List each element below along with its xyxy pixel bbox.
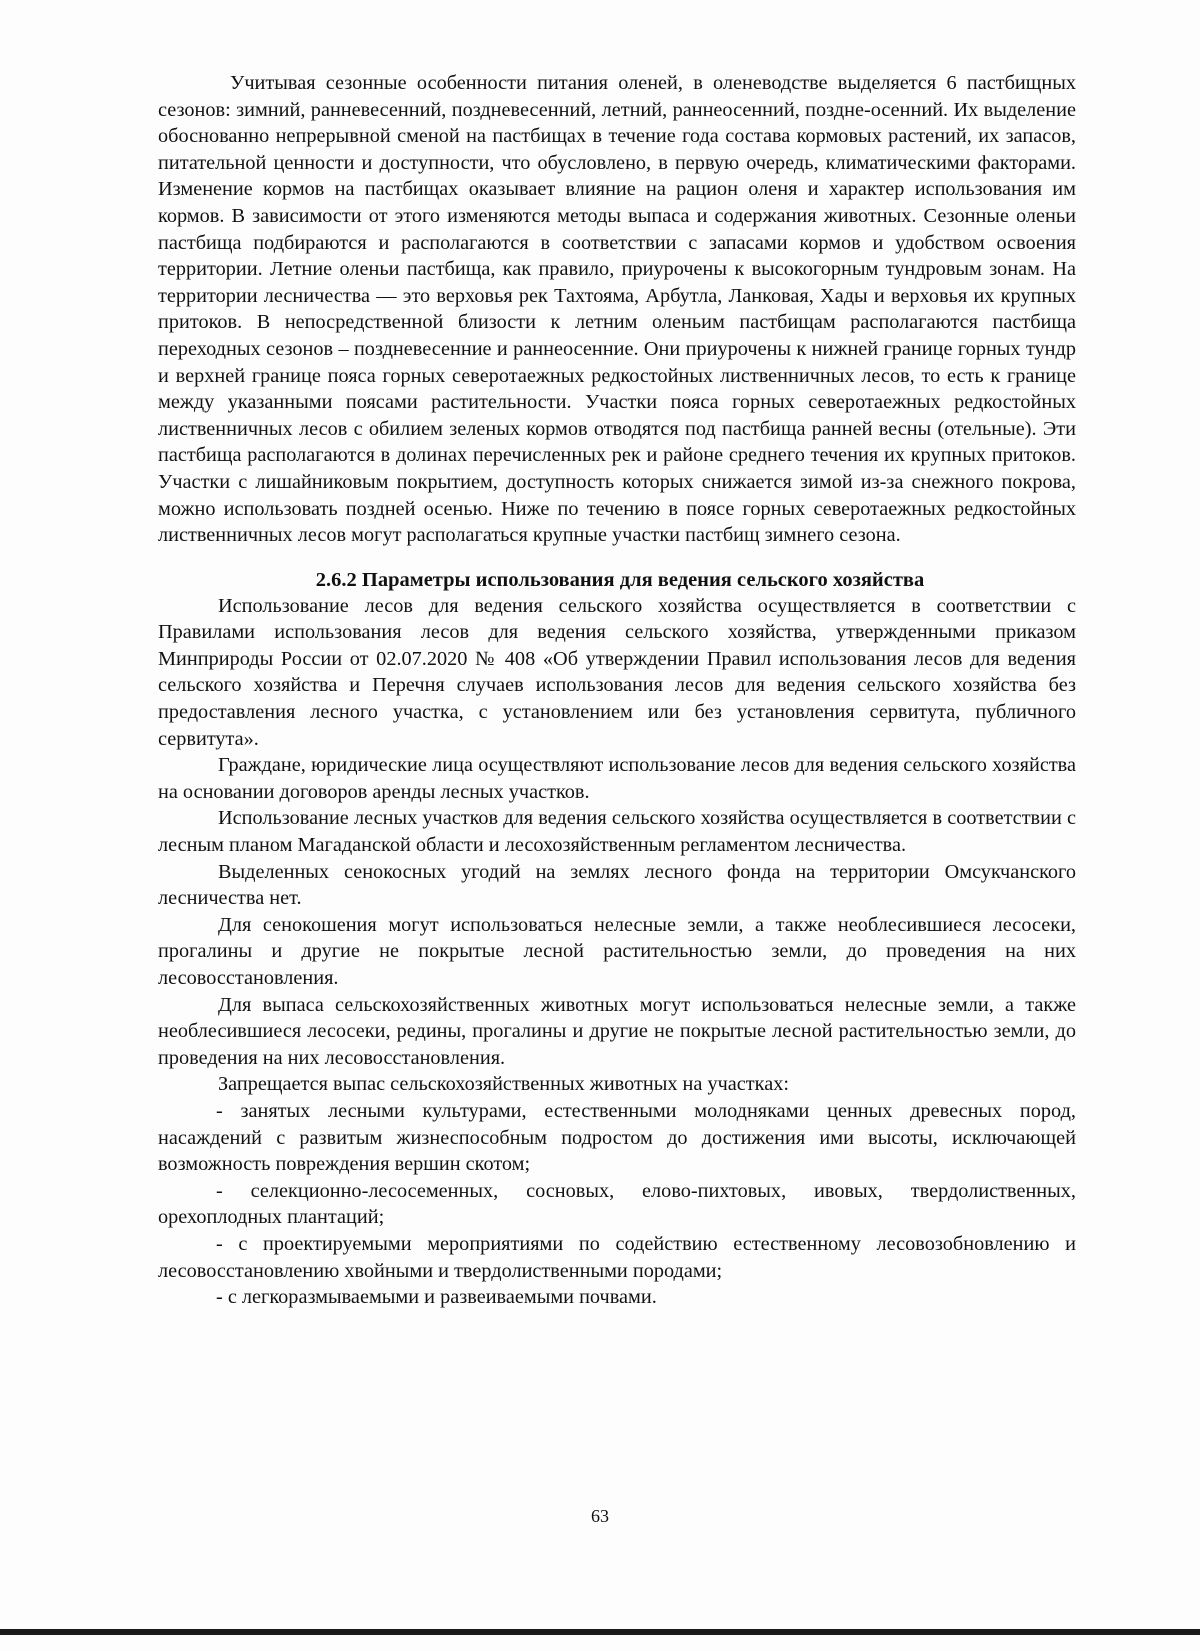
paragraph-grazing-prohibited: Запрещается выпас сельскохозяйственных животных на участках:: [218, 1073, 789, 1096]
paragraph-rules: Использование лесов для ведения сельского хозяйства осуществляется в соответствии с Правилами использования лесов для ведения сельского хозяйства, утвержденными приказом Минприроды России от 02.07.2020 № 408 «Об утверждении Правил использования лесов для ведения сельского хозяйства и Перечня случаев использования лесов для ведения сельского хозяйства без предоставления лесного участка, с установлением или без установления сервитута, публичного сервитута».: [158, 594, 1076, 750]
paragraph-grazing: Для выпаса сельскохозяйственных животных могут использоваться нелесные земли, а также необлесившиеся лесосеки, редины, прогалины и другие не покрытые лесной растительностью земли, до проведения на них лесовосстановления.: [158, 993, 1076, 1069]
paragraph-haymaking: Для сенокошения могут использоваться нелесные земли, а также необлесившиеся лесосеки, прогалины и другие не покрытые лесной растительностью земли, до проведения на них лесовосстановления.: [158, 913, 1076, 989]
list-item: - с проектируемыми мероприятиями по содействию естественному лесовозобновлению и лесовосстановлению хвойными и твердолиственными породами;: [158, 1232, 1076, 1282]
list-item: - занятых лесными культурами, естественными молодняками ценных древесных пород, насаждений с развитым жизнеспособным подростом до достижения ими высоты, исключающей возможность повреждения вершин скотом;: [158, 1099, 1076, 1176]
page-content: [158, 70, 1076, 1311]
list-item: - с легкоразмываемыми и развеиваемыми почвами.: [216, 1286, 657, 1309]
paragraph-reindeer-pastures: Учитывая сезонные особенности питания оленей, в оленеводстве выделяется 6 пастбищных сезонов: зимний, ранневесенний, поздневесенний, летний, раннеосенний, поздне-осенний. Их выделение обоснованно непрерывной сменой на пастбищах в течение года состава кормовых растений, их запасов, питательной ценности и доступности, что обусловлено, в первую очередь, климатическими факторами. Изменение кормов на пастбищах оказывает влияние на рацион оленя и характер использования им кормов. В зависимости от этого изменяются методы выпаса и содержания животных. Сезонные оленьи пастбища подбираются и располагаются в соответствии с запасами кормов и удобством освоения территории. Летние оленьи пастбища, как правило, приурочены к высокогорным тундровым зонам. На территории лесничества — это верховья рек Тахтояма, Арбутла, Ланковая, Хады и верховья их крупных притоков. В непосредственной близости к летним оленьим пастбищам располагаются пастбища переходных сезонов – поздневесенние и раннеосенние. Они приурочены к нижней границе горных тундр и верхней границе пояса горных северотаежных редкостойных лиственничных лесов, то есть к границе между указанными поясами растительности. Участки пояса горных северотаежных редкостойных лиственничных лесов с обилием зеленых кормов отводятся под пастбища ранней весны (отельные). Эти пастбища располагаются в долинах перечисленных рек и районе среднего течения их крупных притоков. Участки с лишайниковым покрытием, доступность которых снижается зимой из-за снежного покрова, можно использовать поздней осенью. Ниже по течению в поясе горных северотаежных редкостойных лиственничных лесов могут располагаться крупные участки пастбищ зимнего сезона.: [158, 72, 1076, 547]
list-item: - селекционно-лесосеменных, сосновых, елово-пихтовых, ивовых, твердолиственных, орехоплодных плантаций;: [158, 1179, 1076, 1229]
bottom-rule: [0, 1629, 1200, 1635]
paragraph-lease: Граждане, юридические лица осуществляют использование лесов для ведения сельского хозяйства на основании договоров аренды лесных участков.: [158, 754, 1076, 803]
section-heading: 2.6.2 Параметры использования для ведения сельского хозяйства: [315, 568, 925, 591]
page-number: 63: [591, 1506, 609, 1526]
paragraph-hayfields: Выделенных сенокосных угодий на землях лесного фонда на территории Омсукчанского лесничества нет.: [158, 860, 1076, 910]
paragraph-forest-plan: Использование лесных участков для ведения сельского хозяйства осуществляется в соответствии с лесным планом Магаданской области и лесохозяйственным регламентом лесничества.: [158, 807, 1076, 857]
